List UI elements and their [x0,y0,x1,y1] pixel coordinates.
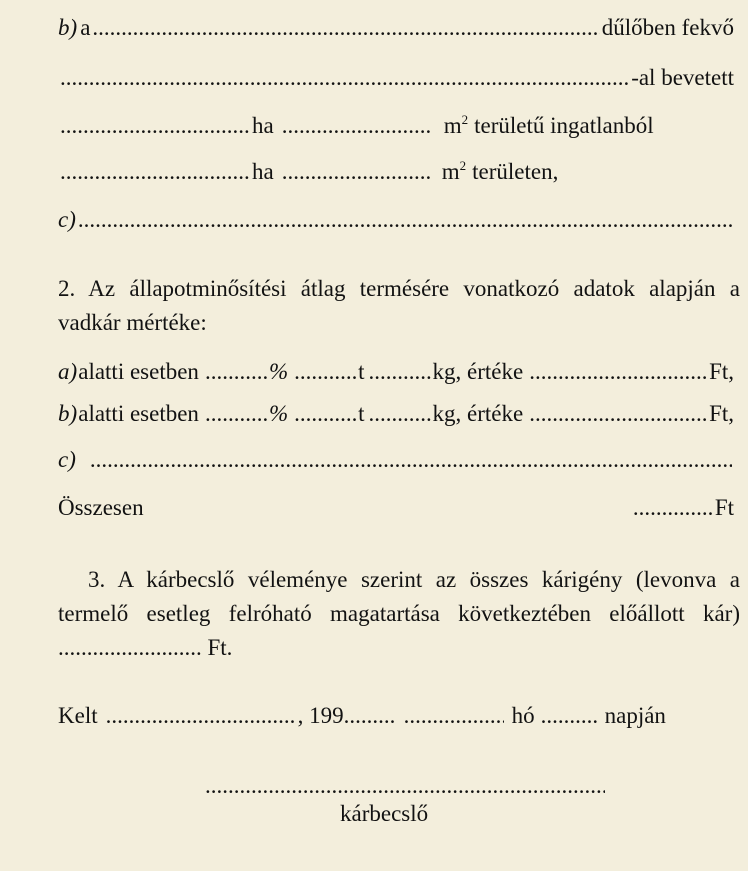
kelt-place-field[interactable] [106,702,296,730]
kelt-year: , 199 [297,703,344,728]
bevetett-label: -al bevetett [631,65,734,90]
ha-label-1: ha [252,113,274,138]
kelt-year-field[interactable] [344,702,396,730]
row-a-kg: kg, értéke [432,359,524,384]
dulo-label: dűlőben fekvő [601,15,734,40]
kelt-ho: hó [511,703,535,728]
c-field[interactable] [78,206,732,234]
terulet-label-2: területen, [472,159,559,184]
item3-text: 3. A kárbecslő véleménye szerint az összes kárigény (levonva a termelő esetleg felróható magatartása következtében előállott kár) [58,567,740,626]
row-b [58,400,734,428]
kelt-label: Kelt [58,703,98,728]
row-b-ft: Ft, [709,401,734,426]
terulet-label-1: területű ingatlanból [474,113,654,138]
ha-field-2[interactable] [60,158,250,186]
item3 [58,563,740,665]
row-a-pct-field[interactable] [205,358,267,386]
row-a-t-field[interactable] [294,358,356,386]
row-a-t: t [358,359,365,384]
row-b-letter: b) [58,401,78,426]
ingatlan-line [58,112,734,140]
row-a-label: alatti esetben [78,359,199,384]
row-a-pct: % [268,359,289,384]
osszesen-line [58,494,734,522]
row-a-letter: a) [58,359,78,384]
terulet-line [58,158,734,186]
item3-ft: Ft. [207,635,233,660]
ha-label-2: ha [252,159,274,184]
c-letter: c) [58,207,76,232]
kelt-day-field[interactable] [541,702,599,730]
row-b-kg-field[interactable] [369,400,431,428]
row-b-t-field[interactable] [294,400,356,428]
row-c [58,446,734,474]
row-a-ft: Ft, [709,359,734,384]
kelt-napjan: napján [604,703,666,728]
kelt-month-field[interactable] [404,702,504,730]
osszesen-label: Összesen [58,495,144,520]
signature-label: kárbecslő [340,801,429,826]
dulo-name-field[interactable] [92,14,599,42]
row-a-kg-field[interactable] [369,358,431,386]
row-b-pct: % [268,401,289,426]
m2-field-1[interactable] [282,112,432,140]
row-b-t: t [358,401,365,426]
item2-text: 2. Az állapotminősítési átlag termésére vonatkozó adatok alapján a vadkár mértéke: [58,276,740,335]
osszesen-field[interactable] [633,494,713,522]
ha-field-1[interactable] [60,112,250,140]
row-c-letter: c) [58,447,76,472]
row-c-field[interactable] [90,446,732,474]
b-dulo-line [58,14,734,42]
b-letter: b) [58,15,78,40]
row-b-kg: kg, értéke [432,401,524,426]
m2-unit-2: $m^2$ [441,158,467,184]
row-b-label: alatti esetben [78,401,199,426]
m2-field-2[interactable] [282,158,432,186]
row-b-ft-field[interactable] [529,400,707,428]
crop-field[interactable] [60,64,629,92]
kelt-line [58,702,734,730]
item3-ft-field[interactable]: ......................... [58,635,202,660]
row-a-ft-field[interactable] [529,358,707,386]
row-a [58,358,734,386]
row-b-pct-field[interactable] [205,400,267,428]
signature-field[interactable] [205,772,605,800]
m2-unit-1: $m^2$ [443,112,469,138]
osszesen-ft: Ft [714,495,734,520]
b-article: a [80,15,91,40]
bevetett-line [58,64,734,92]
c-line [58,206,734,234]
